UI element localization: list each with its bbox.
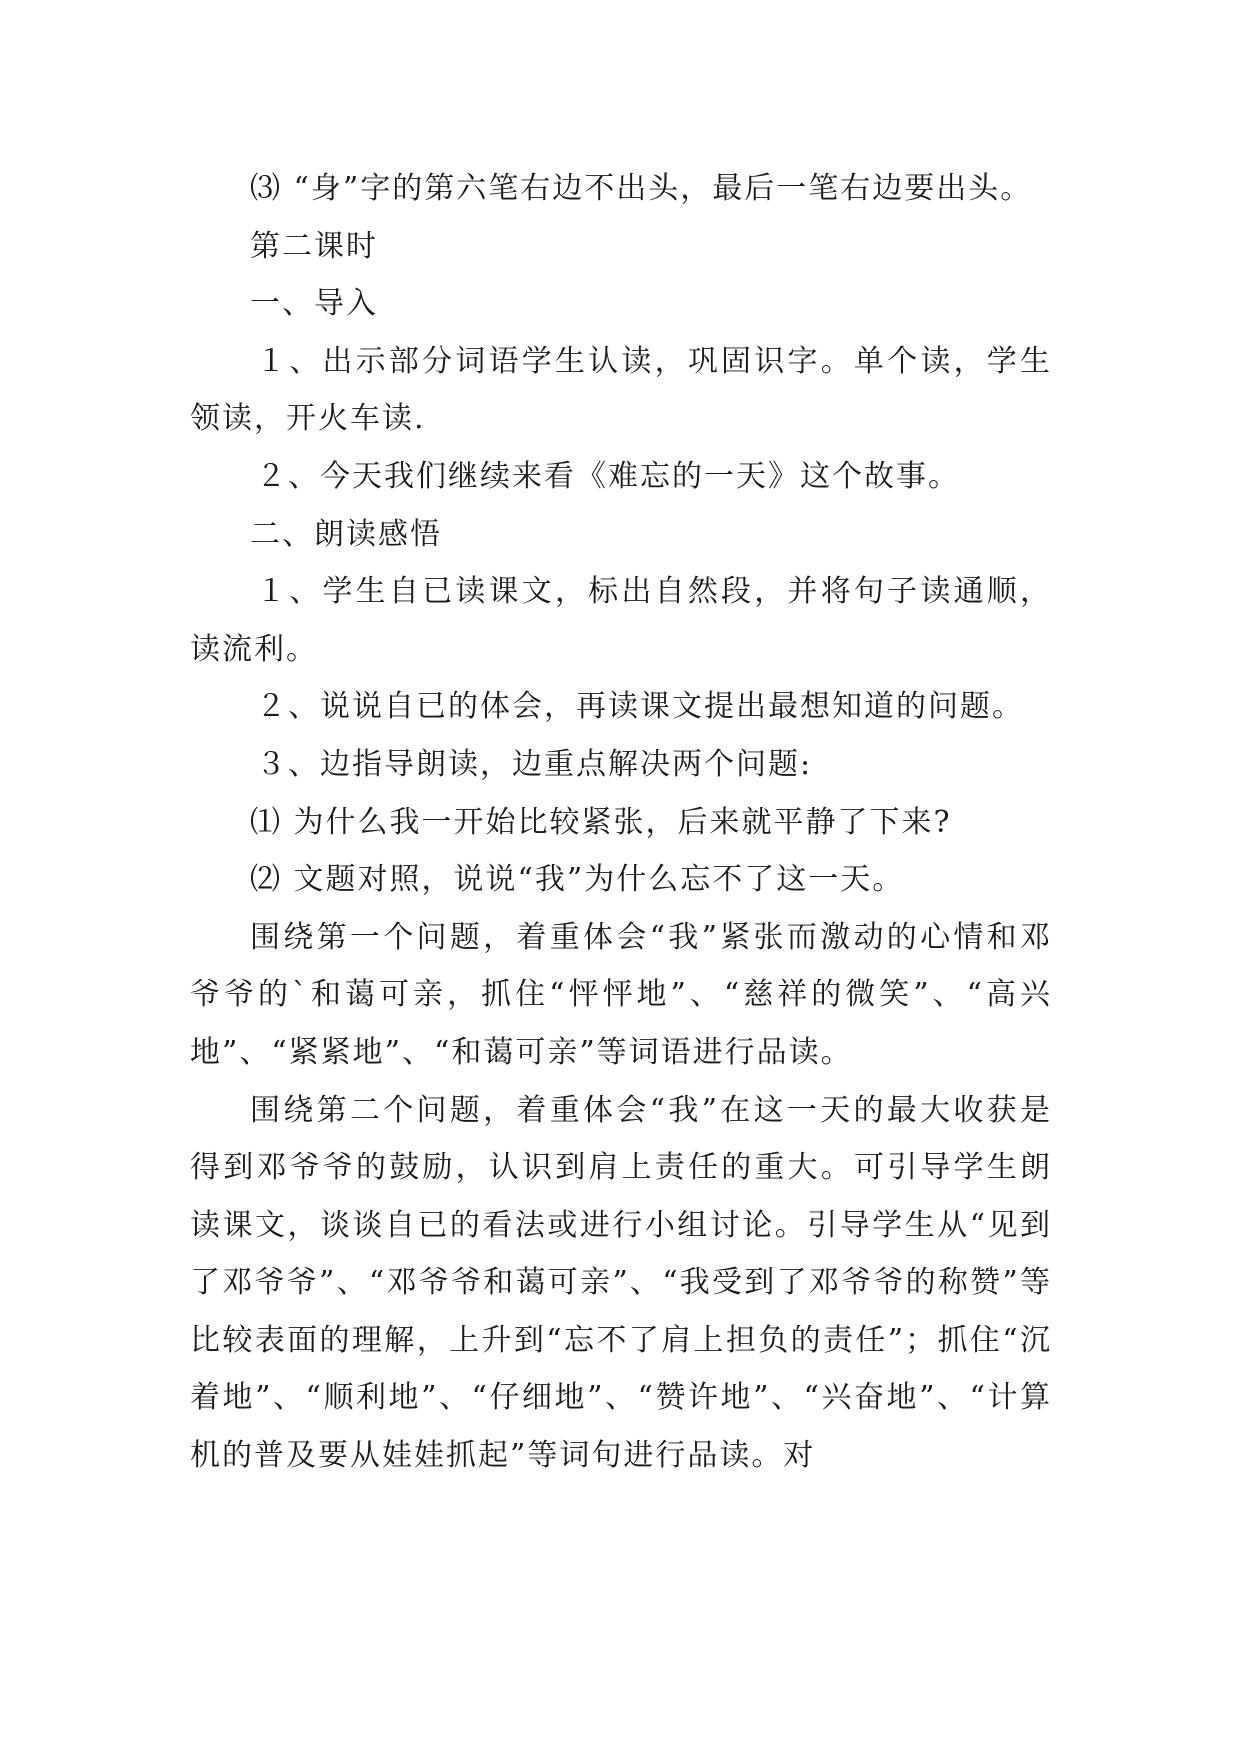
paragraph-intro-step-2: ２、今天我们继续来看《难忘的一天》这个故事。	[256, 458, 960, 494]
paragraph-reading-step-3: ３、边指导朗读，边重点解决两个问题:	[256, 746, 813, 782]
heading-introduction: 一、导入	[250, 286, 378, 322]
paragraph-reading-step-2: ２、说说自已的体会，再读课文提出最想知道的问题。	[256, 689, 1024, 725]
paragraph-question-1: ⑴ 为什么我一开始比较紧张，后来就平静了下来?	[250, 804, 952, 840]
paragraph-intro-step-1: １、出示部分词语学生认读，巩固识字。单个读，学生领读，开火车读.	[190, 343, 1052, 437]
paragraph-question-2: ⑵ 文题对照，说说“我”为什么忘不了这一天。	[250, 862, 905, 898]
heading-second-lesson: 第二课时	[250, 228, 378, 264]
paragraph-discussion-2: 围绕第二个问题，着重体会“我”在这一天的最大收获是得到邓爷爷的鼓励，认识到肩上责任的重大。可引导学生朗读课文，谈谈自已的看法或进行小组讨论。引导学生从“见到了邓爷爷”、“邓爷爷和蔼可亲”、“我受到了邓爷爷的称赞”等比较表面的理解，上升到“忘不了肩上担负的责任”；抓住“沉着地”、“顺利地”、“仔细地”、“赞许地”、“兴奋地”、“计算机的普及要从娃娃抓起”等词句进行品读。对	[190, 1092, 1052, 1474]
document-body	[190, 160, 1052, 1485]
paragraph-discussion-1: 围绕第一个问题，着重体会“我”紧张而激动的心情和邓爷爷的`和蔼可亲，抓住“怦怦地”、“慈祥的微笑”、“高兴地”、“紧紧地”、“和蔼可亲”等词语进行品读。	[190, 919, 1052, 1070]
paragraph-stroke-note: ⑶ “身”字的第六笔右边不出头，最后一笔右边要出头。	[250, 171, 1033, 206]
paragraph-reading-step-1: １、学生自已读课文，标出自然段，并将句子读通顺，读流利。	[190, 574, 1052, 667]
heading-reading-insight: 二、朗读感悟	[250, 516, 442, 552]
